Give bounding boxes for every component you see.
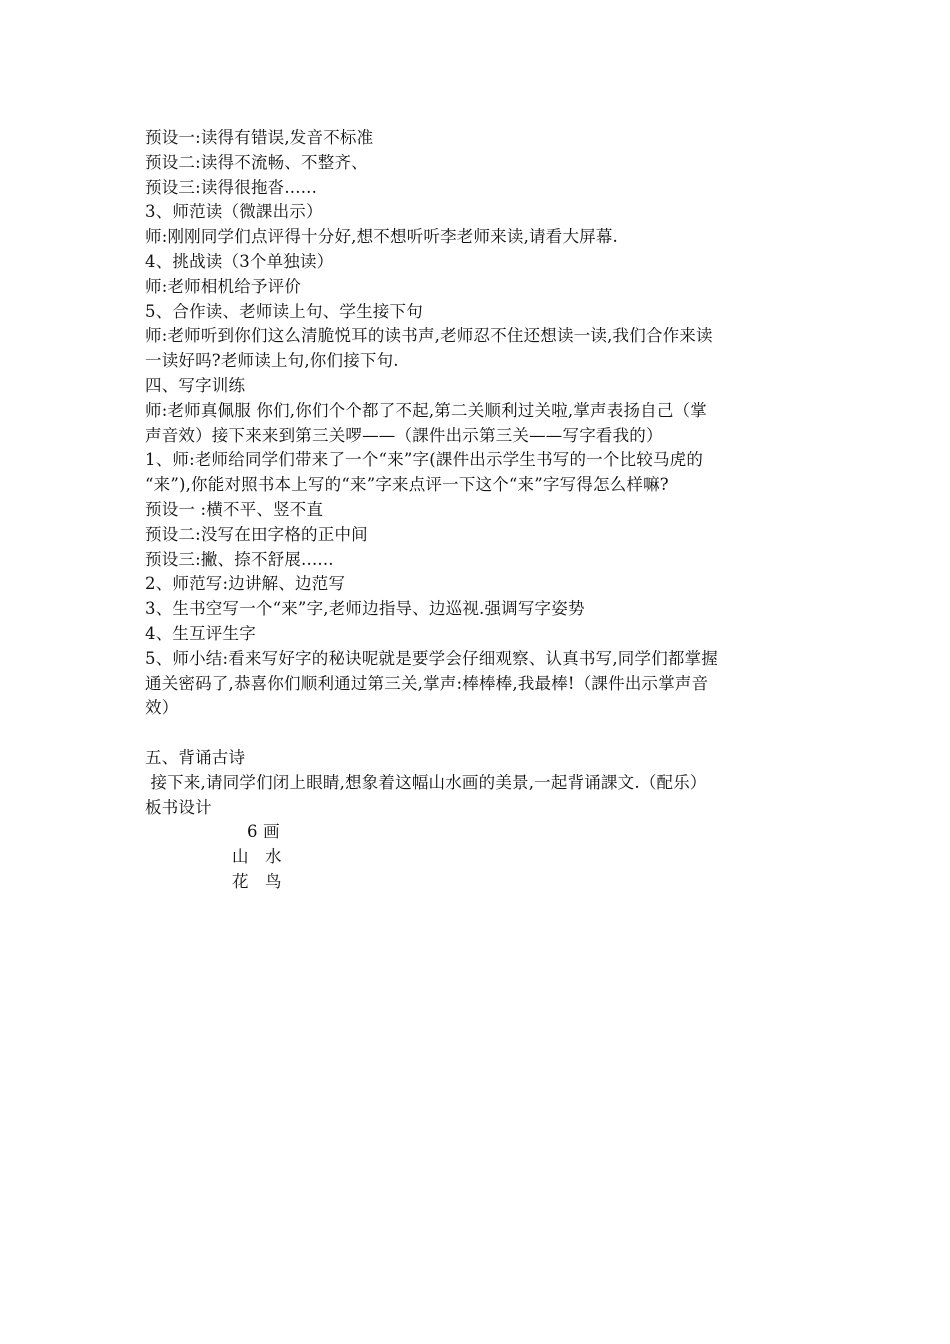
step-heading: 5、合作读、老师读上句、学生接下句 (145, 301, 423, 321)
text-line: 一读好吗?老师读上句,你们接下句. (145, 351, 399, 371)
section-heading: 五、背诵古诗 (145, 747, 246, 767)
text-line: 预设二:读得不流畅、不整齐、 (145, 152, 368, 172)
section-heading: 四、写字训练 (145, 375, 246, 395)
text-line: 师:刚刚同学们点评得十分好,想不想听听李老师来读,请看大屏幕. (145, 227, 618, 247)
text-line: 预设二:没写在田字格的正中间 (145, 524, 368, 544)
text-line: 5、师小结:看来写好字的秘诀呢就是要学会仔细观察、认真书写,同学们都掌握 (145, 648, 719, 668)
step-heading: 3、师范读（微課出示） (145, 202, 323, 222)
text-line: 预设三:撇、捺不舒展...... (145, 549, 334, 569)
board-design-title: 板书设计 (145, 797, 212, 817)
text-line: 效） (145, 698, 179, 718)
text-line: 预设一 :横不平、竖不直 (145, 499, 324, 519)
step-heading: 2、师范写:边讲解、边范写 (145, 574, 346, 594)
text-line: 预设三:读得很拖沓...... (145, 177, 318, 197)
text-line: 预设一:读得有错误,发音不标准 (145, 128, 374, 147)
text-line: 师:老师听到你们这么清脆悦耳的读书声,老师忍不住还想读一读,我们合作来读 (145, 326, 713, 346)
blank-line (145, 721, 815, 746)
text-line: 师:老师相机给予评价 (145, 276, 302, 296)
board-line-flower-bird: 花 鸟 (232, 871, 282, 891)
board-design (145, 820, 815, 894)
text-line: 师:老师真佩服 你们,你们个个都了不起,第二关顺利过关啦,掌声表扬自己（掌 (145, 400, 707, 420)
board-line-title: 6 画 (247, 822, 280, 842)
text-line: 通关密码了,恭喜你们顺利通过第三关,掌声:棒棒棒,我最棒!（課件出示掌声音 (145, 673, 709, 693)
document-body (145, 126, 815, 894)
text-line: 接下来,请同学们闭上眼睛,想象着这幅山水画的美景,一起背诵課文.（配乐） (145, 772, 707, 792)
step-heading: 3、生书空写一个“来”字,老师边指导、边巡视.强调写字姿势 (145, 599, 585, 619)
text-line: “来”),你能对照书本上写的“来”字来点评一下这个“来”字写得怎么样嘛? (145, 475, 669, 495)
board-line-mountain-water: 山 水 (232, 847, 282, 867)
step-heading: 4、挑战读（3个单独读） (145, 251, 334, 271)
step-heading: 4、生互评生字 (145, 623, 256, 643)
text-line: 声音效）接下来来到第三关啰——（課件出示第三关——写字看我的） (145, 425, 663, 445)
text-line: 1、师:老师给同学们带来了一个“来”字(課件出示学生书写的一个比较马虎的 (145, 450, 704, 470)
